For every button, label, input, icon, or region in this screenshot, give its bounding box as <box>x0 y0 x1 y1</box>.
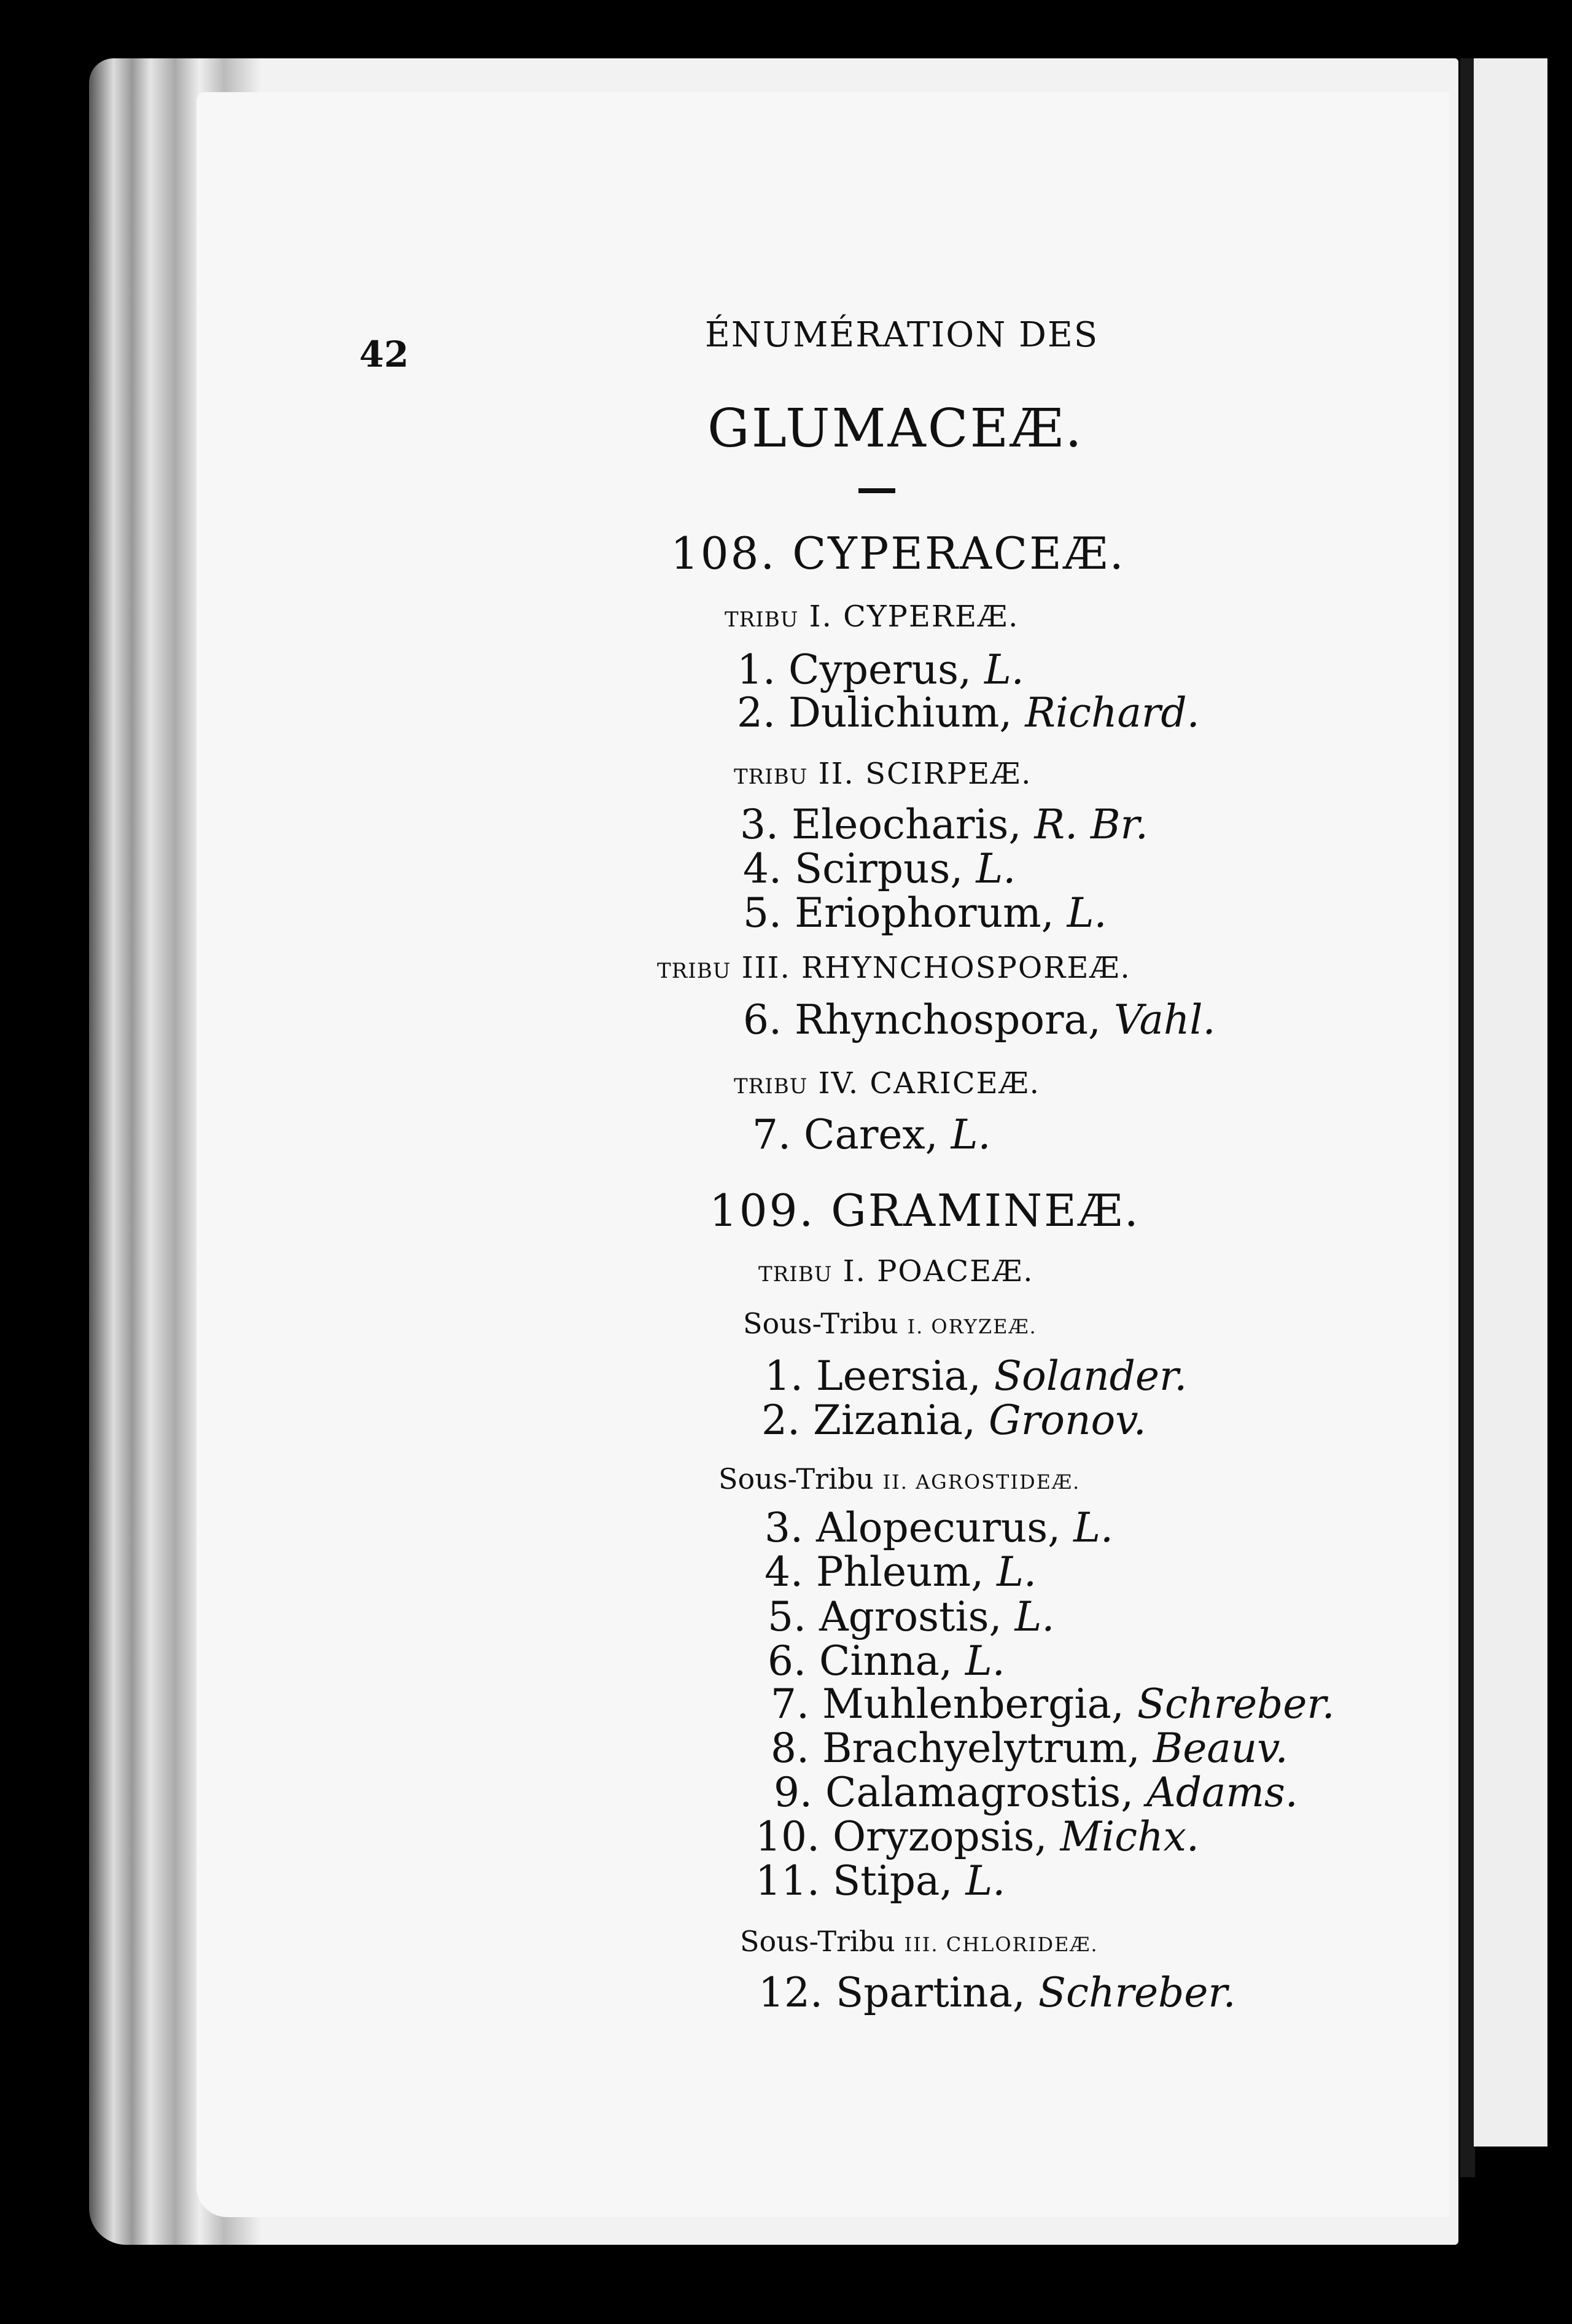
genus-author: L. <box>1067 889 1107 937</box>
genus-number: 1. <box>737 646 776 693</box>
tribe-heading <box>734 1066 1040 1101</box>
tribe-label: TRIBU <box>734 765 808 789</box>
genus-name: Rhynchospora, <box>794 996 1101 1043</box>
genus-entry <box>768 1637 1005 1685</box>
genus-author: L. <box>965 1637 1005 1685</box>
genus-entry <box>740 801 1148 848</box>
tribe-name: I. CYPEREÆ. <box>809 599 1019 634</box>
genus-entry <box>743 845 1016 892</box>
subtribe-label: Sous-Tribu <box>740 1925 895 1958</box>
genus-author: L. <box>1073 1504 1113 1551</box>
genus-name: Cinna, <box>819 1637 952 1685</box>
genus-entry <box>774 1769 1298 1816</box>
genus-name: Spartina, <box>835 1969 1025 2016</box>
subtribe-heading <box>743 1309 1037 1338</box>
tribe-label: TRIBU <box>758 1262 833 1287</box>
genus-name: Zizania, <box>812 1397 976 1444</box>
genus-author: L. <box>1014 1593 1055 1640</box>
genus-author: Solander. <box>994 1352 1188 1400</box>
genus-name: Scirpus, <box>794 845 963 892</box>
genus-entry <box>743 996 1216 1043</box>
genus-name: Eriophorum, <box>794 889 1054 937</box>
genus-author: L. <box>984 646 1024 693</box>
genus-name: Muhlenbergia, <box>822 1680 1124 1728</box>
family-heading-cyperaceae: 108. CYPERACEÆ. <box>671 528 1126 579</box>
subtribe-name: II. AGROSTIDEÆ. <box>882 1470 1081 1494</box>
genus-entry <box>755 1813 1199 1860</box>
subtribe-heading <box>718 1462 1081 1495</box>
genus-number: 2. <box>761 1397 800 1444</box>
subtribe-name: I. ORYZEÆ. <box>907 1315 1037 1338</box>
genus-author: L. <box>997 1548 1037 1596</box>
tribe-name: III. RHYNCHOSPOREÆ. <box>741 951 1131 985</box>
tribe-heading <box>734 759 1032 789</box>
genus-number: 10. <box>755 1813 820 1860</box>
genus-entry <box>771 1725 1288 1772</box>
tribe-label: TRIBU <box>725 607 799 632</box>
genus-entry <box>752 1111 991 1158</box>
genus-number: 11. <box>755 1857 820 1905</box>
genus-entry <box>755 1857 1006 1905</box>
genus-name: Oryzopsis, <box>832 1813 1048 1860</box>
genus-entry <box>737 646 1024 693</box>
genus-name: Carex, <box>803 1111 938 1158</box>
genus-entry <box>771 1680 1335 1728</box>
genus-author: Schreber. <box>1038 1969 1236 2016</box>
genus-name: Cyperus, <box>788 646 971 693</box>
genus-author: L. <box>951 1111 991 1158</box>
genus-author: Vahl. <box>1113 996 1216 1043</box>
tribe-name: II. SCIRPEÆ. <box>818 757 1032 791</box>
genus-author: Michx. <box>1060 1813 1199 1860</box>
genus-number: 5. <box>743 889 782 937</box>
tribe-heading <box>758 1254 1034 1289</box>
genus-number: 1. <box>765 1352 803 1400</box>
subtribe-name: III. CHLORIDEÆ. <box>904 1933 1099 1956</box>
facing-page-edge <box>1474 58 1547 2147</box>
genus-name: Alopecurus, <box>815 1504 1061 1551</box>
genus-number: 5. <box>768 1593 806 1640</box>
genus-number: 6. <box>768 1637 806 1685</box>
genus-number: 4. <box>743 845 782 892</box>
book-gutter-shadow <box>1460 58 1475 2177</box>
genus-entry <box>765 1548 1037 1596</box>
genus-entry <box>765 1352 1188 1400</box>
page-number: 42 <box>359 333 409 375</box>
genus-entry <box>743 889 1107 937</box>
running-head: ÉNUMÉRATION DES <box>705 315 1099 355</box>
genus-name: Leersia, <box>815 1352 981 1400</box>
genus-name: Phleum, <box>815 1548 984 1596</box>
tribe-heading <box>725 599 1019 634</box>
genus-number: 6. <box>743 996 782 1043</box>
genus-entry <box>737 689 1200 736</box>
genus-entry <box>761 1397 1146 1444</box>
subtribe-label: Sous-Tribu <box>743 1307 898 1340</box>
tribe-name: IV. CARICEÆ. <box>818 1066 1040 1101</box>
tribe-name: I. POACEÆ. <box>842 1254 1034 1289</box>
genus-author: Beauv. <box>1153 1725 1288 1772</box>
genus-author: Adams. <box>1146 1769 1298 1816</box>
genus-number: 3. <box>765 1504 803 1551</box>
genus-author: L. <box>965 1857 1006 1905</box>
genus-author: Richard. <box>1025 689 1200 736</box>
genus-author: R. Br. <box>1034 801 1148 848</box>
genus-number: 4. <box>765 1548 803 1596</box>
genus-author: Schreber. <box>1137 1680 1335 1728</box>
family-heading-gramineae: 109. GRAMINEÆ. <box>709 1185 1140 1236</box>
genus-number: 12. <box>758 1969 823 2016</box>
genus-number: 2. <box>737 689 776 736</box>
genus-author: Gronov. <box>988 1397 1146 1444</box>
genus-entry <box>765 1504 1113 1551</box>
class-heading: GLUMACEÆ. <box>707 398 1084 459</box>
tribe-label: TRIBU <box>734 1074 808 1099</box>
genus-author: L. <box>976 845 1016 892</box>
genus-entry <box>768 1593 1055 1640</box>
subtribe-label: Sous-Tribu <box>718 1462 874 1495</box>
genus-number: 3. <box>740 801 779 848</box>
genus-number: 8. <box>771 1725 809 1772</box>
genus-number: 9. <box>774 1769 812 1816</box>
tribe-label: TRIBU <box>657 959 731 983</box>
tribe-heading <box>657 953 1131 983</box>
heading-rule <box>858 488 895 493</box>
subtribe-heading <box>740 1927 1099 1956</box>
genus-name: Dulichium, <box>788 689 1013 736</box>
genus-name: Eleocharis, <box>791 801 1022 848</box>
genus-name: Brachyelytrum, <box>822 1725 1140 1772</box>
genus-number: 7. <box>771 1680 809 1728</box>
genus-entry <box>758 1969 1236 2016</box>
genus-name: Stipa, <box>832 1857 953 1905</box>
genus-name: Agrostis, <box>819 1593 1002 1640</box>
genus-name: Calamagrostis, <box>825 1769 1134 1816</box>
genus-number: 7. <box>752 1111 791 1158</box>
